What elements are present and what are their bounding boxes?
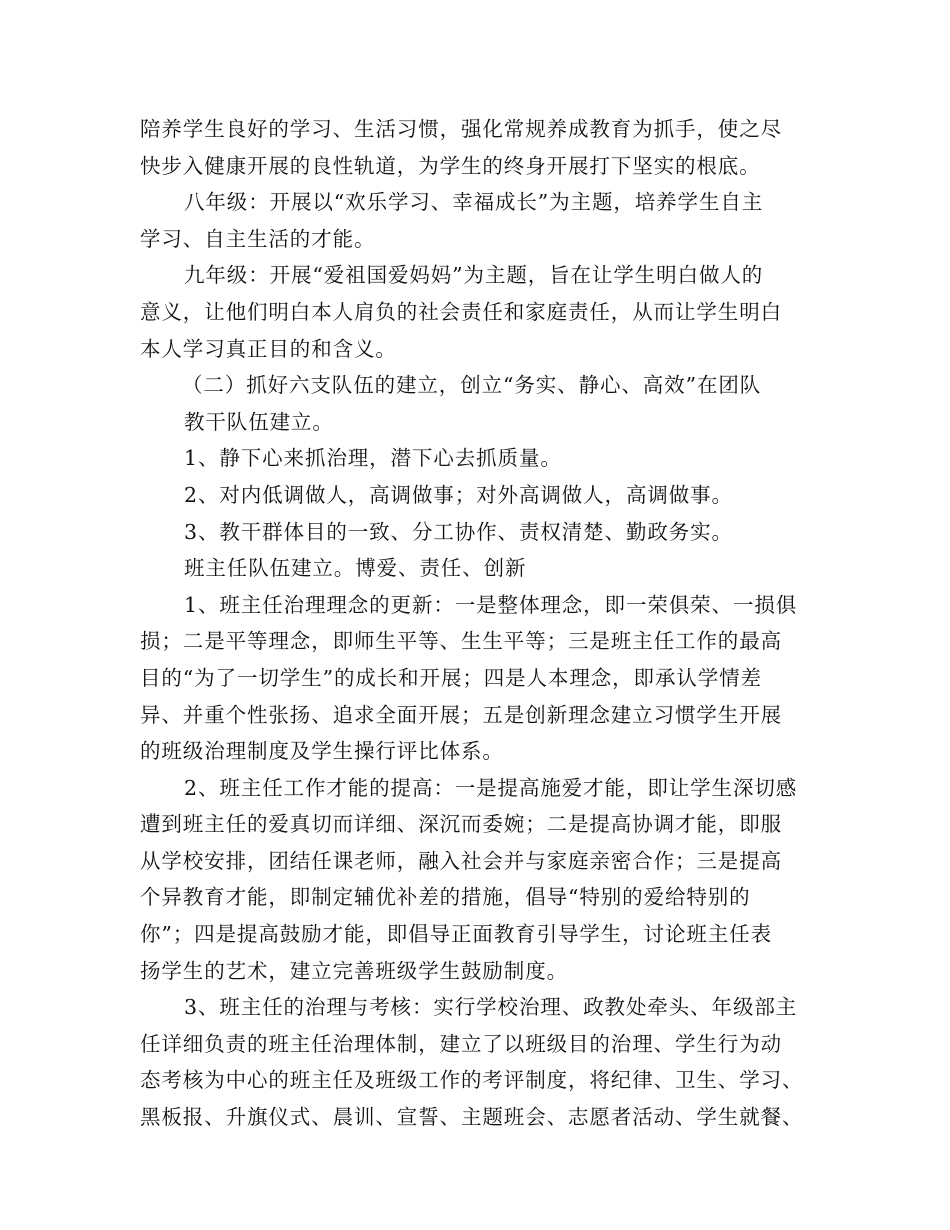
subheading: 班主任队伍建立。博爱、责任、创新 [184,556,527,581]
text-line: 目的“为了一切学生”的成长和开展；四是人本理念，即承认学情差 [140,665,762,690]
text-line: 遭到班主任的爱真切而详细、深沉而委婉；二是提高协调才能，即服 [140,812,782,837]
text-line: 从学校安排，团结任课老师，融入社会并与家庭亲密合作；三是提高 [140,848,782,873]
text-line: 扬学生的艺术，建立完善班级学生鼓励制度。 [140,958,568,983]
list-item: 3、班主任的治理与考核：实行学校治理、政教处牵头、年级部主 [184,995,798,1020]
text-line: 个异教育才能，即制定辅优补差的措施，倡导“特别的爱给特别的 [140,885,751,910]
text-line: 损；二是平等理念，即师生平等、生生平等；三是班主任工作的最高 [140,629,782,654]
section-heading: （二）抓好六支队伍的建立，创立“务实、静心、高效”在团队 [182,373,762,398]
text-line: 意义，让他们明白本人肩负的社会责任和家庭责任，从而让学生明白 [140,299,782,324]
text-line: 学习、自主生活的才能。 [140,226,376,251]
list-item: 2、对内低调做人，高调做事；对外高调做人，高调做事。 [184,482,733,507]
text-line: 任详细负责的班主任治理体制，建立了以班级目的治理、学生行为动 [140,1031,782,1056]
subheading: 教干队伍建立。 [184,409,334,434]
list-item: 2、班主任工作才能的提高：一是提高施爱才能，即让学生深切感 [184,775,798,800]
text-line: 陪养学生良好的学习、生活习惯，强化常规养成教育为抓手，使之尽 [140,117,782,141]
text-line: 态考核为中心的班主任及班级工作的考评制度，将纪律、卫生、学习、 [140,1068,804,1093]
text-line: 八年级：开展以“欢乐学习、幸福成长”为主题，培养学生自主 [184,190,764,215]
text-line: 你”；四是提高鼓励才能，即倡导正面教育引导学生，讨论班主任表 [140,922,772,947]
text-line: 本人学习真正目的和含义。 [140,336,397,361]
text-line: 黑板报、升旗仪式、晨训、宣誓、主题班会、志愿者活动、学生就餐、 [140,1105,804,1130]
document-body [140,111,820,1136]
text-line: 快步入健康开展的良性轨道，为学生的终身开展打下坚实的根底。 [140,153,761,178]
list-item: 3、教干群体目的一致、分工协作、责权清楚、勤政务实。 [184,519,733,544]
list-item: 1、静下心来抓治理，潜下心去抓质量。 [184,446,562,471]
list-item: 1、班主任治理理念的更新：一是整体理念，即一荣俱荣、一损俱 [184,592,798,617]
text-line: 九年级：开展“爱祖国爱妈妈”为主题，旨在让学生明白做人的 [184,263,764,288]
text-line: 的班级治理制度及学生操行评比体系。 [140,739,504,764]
text-line: 异、并重个性张扬、追求全面开展；五是创新理念建立习惯学生开展 [140,702,782,727]
